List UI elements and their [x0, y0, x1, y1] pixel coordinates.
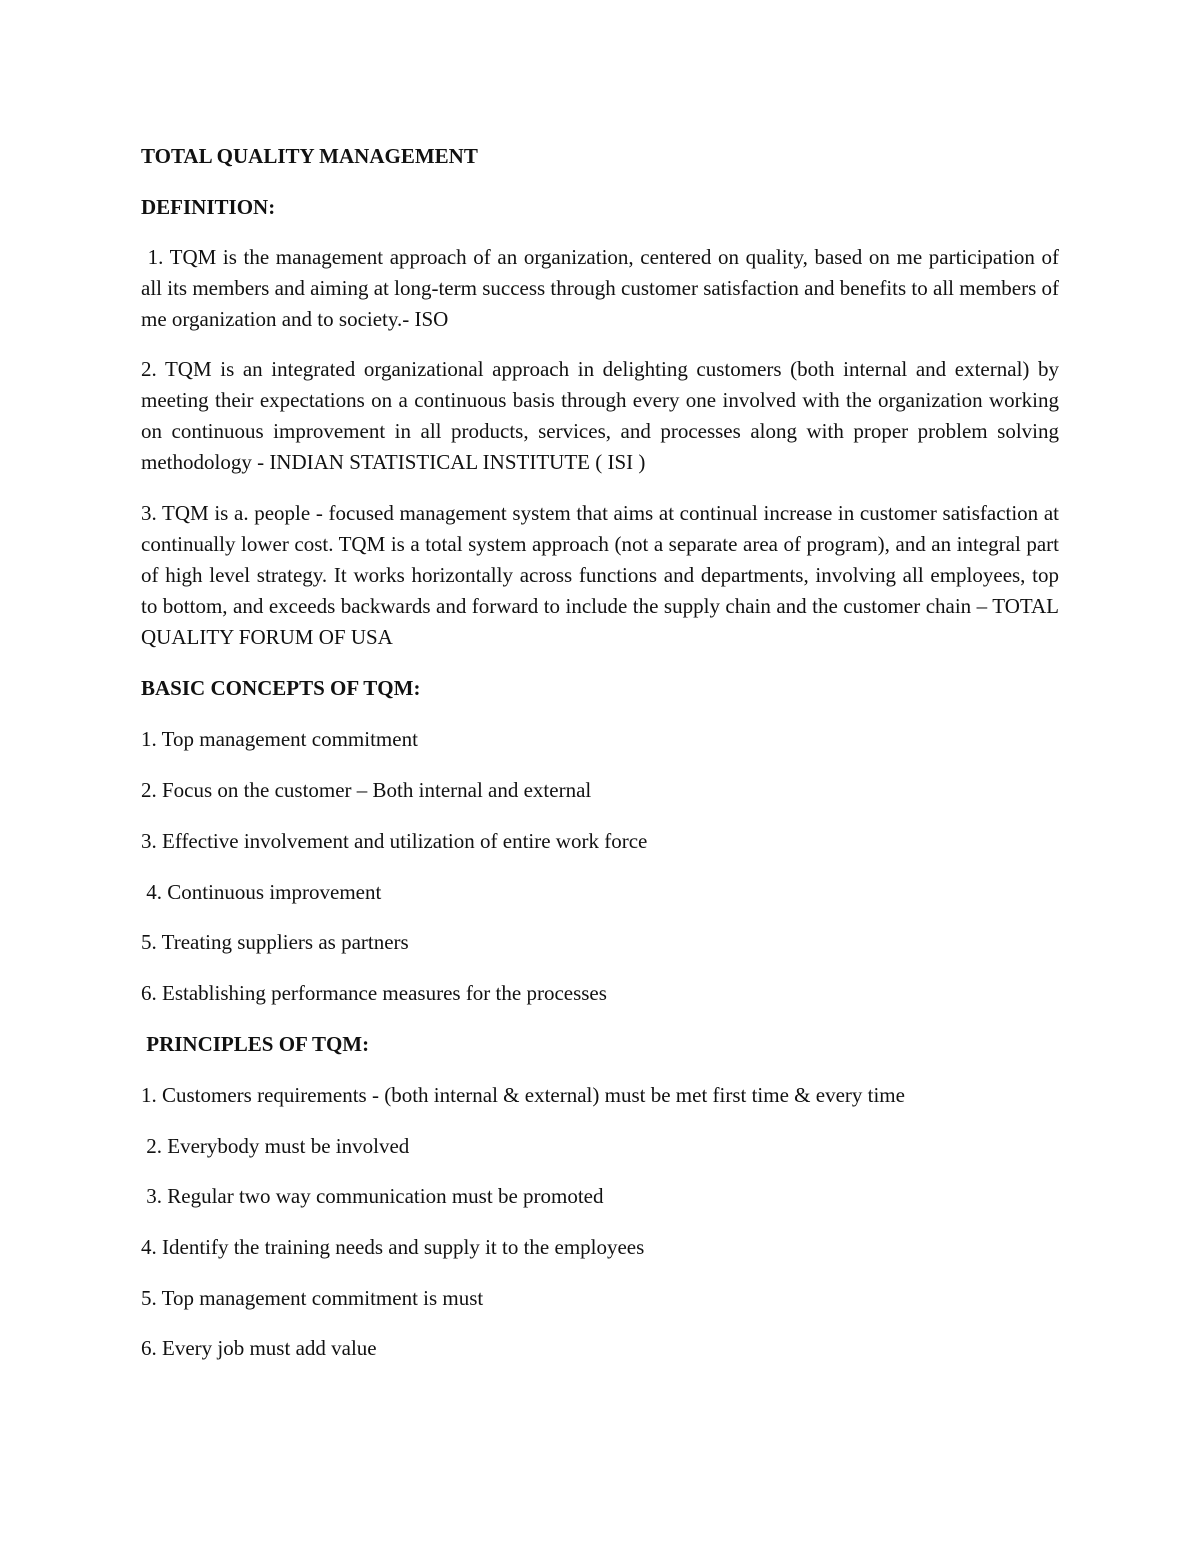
basic-concepts-heading: BASIC CONCEPTS OF TQM: — [141, 676, 421, 700]
basic-concept-item: 1. Top management commitment — [141, 727, 418, 751]
definition-paragraph-2: 2. TQM is an integrated organizational approach in delighting customers (both internal and external) by meeting their expectations on a continuous basis through every one involved with the organization working on continuous improvement in all products, services, and processes along with proper problem solving methodology - INDIAN STATISTICAL INSTITUTE ( ISI ) — [141, 357, 1059, 474]
basic-concept-item: 5. Treating suppliers as partners — [141, 930, 409, 954]
principle-item: 3. Regular two way communication must be promoted — [141, 1184, 604, 1208]
principles-heading: PRINCIPLES OF TQM: — [141, 1032, 370, 1056]
basic-concept-item: 4. Continuous improvement — [141, 880, 382, 904]
definition-heading: DEFINITION: — [141, 195, 276, 219]
basic-concept-item: 2. Focus on the customer – Both internal and external — [141, 778, 592, 802]
definition-paragraph-3: 3. TQM is a. people - focused management system that aims at continual increase in customer satisfaction at continually lower cost. TQM is a total system approach (not a separate area of program), and an integral part of high level strategy. It works horizontally across functions and departments, involving all employees, top to bottom, and exceeds backwards and forward to include the supply chain and the customer chain – TOTAL QUALITY FORUM OF USA — [141, 501, 1059, 649]
principle-item: 6. Every job must add value — [141, 1336, 377, 1360]
principle-item: 1. Customers requirements - (both internal & external) must be met first time & every time — [141, 1083, 905, 1107]
principle-item: 5. Top management commitment is must — [141, 1286, 484, 1310]
definition-paragraph-1: 1. TQM is the management approach of an organization, centered on quality, based on me participation of all its members and aiming at long-term success through customer satisfaction and benefits to all members of me organization and to society.- ISO — [141, 245, 1065, 331]
principle-item: 4. Identify the training needs and supply it to the employees — [141, 1235, 645, 1259]
basic-concept-item: 3. Effective involvement and utilization of entire work force — [141, 829, 648, 853]
principle-item: 2. Everybody must be involved — [141, 1134, 410, 1158]
basic-concept-item: 6. Establishing performance measures for the processes — [141, 981, 607, 1005]
document-title: TOTAL QUALITY MANAGEMENT — [141, 144, 478, 168]
